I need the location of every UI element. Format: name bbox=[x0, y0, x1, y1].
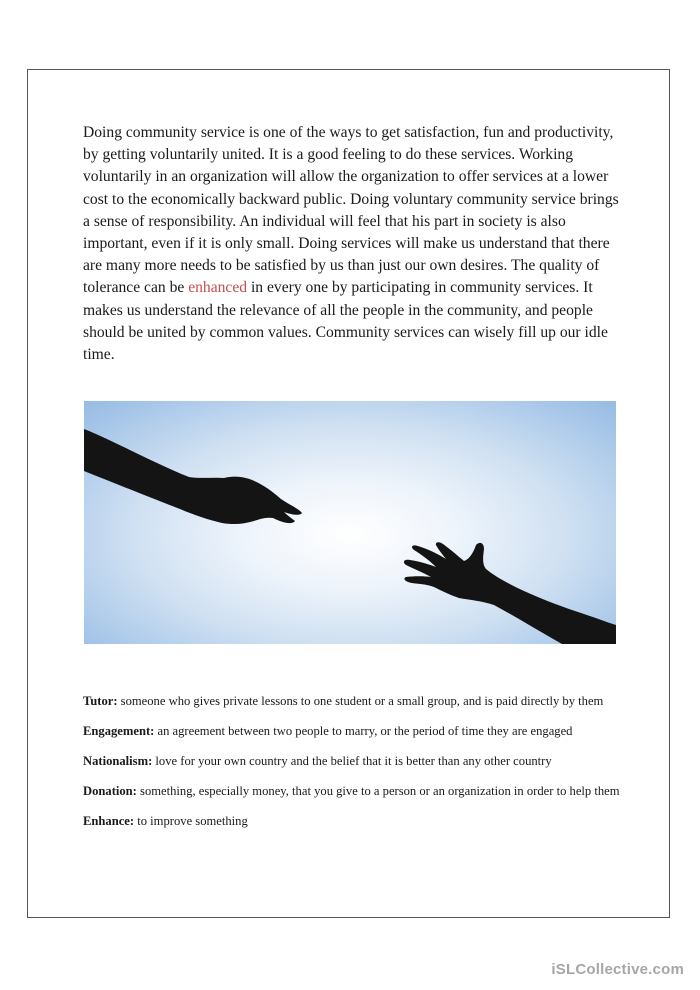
glossary-list bbox=[83, 693, 623, 843]
glossary-term: Engagement: bbox=[83, 724, 155, 738]
watermark-logo: iSLCollective.com bbox=[551, 961, 684, 978]
right-hand-silhouette bbox=[404, 542, 616, 644]
glossary-definition: someone who gives private lessons to one student or a small group, and is paid directly by them bbox=[117, 694, 604, 708]
glossary-definition: an agreement between two people to marry, or the period of time they are engaged bbox=[154, 724, 573, 738]
paragraph-text-end: in every one by participating in community services. It makes us understand the relevance of all the people in the community, and people should be united by common values. Community services can wisely fill up our idle time. bbox=[83, 279, 608, 364]
glossary-definition: something, especially money, that you give to a person or an organization in order to help them bbox=[136, 784, 620, 798]
left-hand-silhouette bbox=[84, 429, 302, 524]
glossary-term: Tutor: bbox=[83, 694, 118, 708]
body-paragraph bbox=[83, 122, 623, 366]
glossary-entry-enhance bbox=[83, 813, 623, 829]
hands-silhouette bbox=[84, 401, 616, 644]
glossary-definition: love for your own country and the belief that it is better than any other country bbox=[152, 754, 552, 768]
glossary-entry-donation bbox=[83, 783, 623, 799]
reaching-hands-image bbox=[84, 401, 616, 644]
highlighted-word: enhanced bbox=[188, 279, 248, 297]
glossary-term: Donation: bbox=[83, 784, 137, 798]
glossary-entry-engagement bbox=[83, 723, 623, 739]
glossary-term: Enhance: bbox=[83, 814, 135, 828]
glossary-term: Nationalism: bbox=[83, 754, 153, 768]
glossary-entry-nationalism bbox=[83, 753, 623, 769]
glossary-definition: to improve something bbox=[134, 814, 248, 828]
glossary-entry-tutor bbox=[83, 693, 623, 709]
paragraph-text-start: Doing community service is one of the ways to get satisfaction, fun and productivity, by getting voluntarily united. It is a good feeling to do these services. Working voluntarily in an organization will allow the organization to offer services at a lower cost to the economically backward public. Doing voluntary community service brings a sense of responsibility. An individual will feel that his part in society is also important, even if it is only small. Doing services will make us understand that there are many more needs to be satisfied by us than just our own desires. The quality of tolerance can be bbox=[83, 124, 619, 297]
